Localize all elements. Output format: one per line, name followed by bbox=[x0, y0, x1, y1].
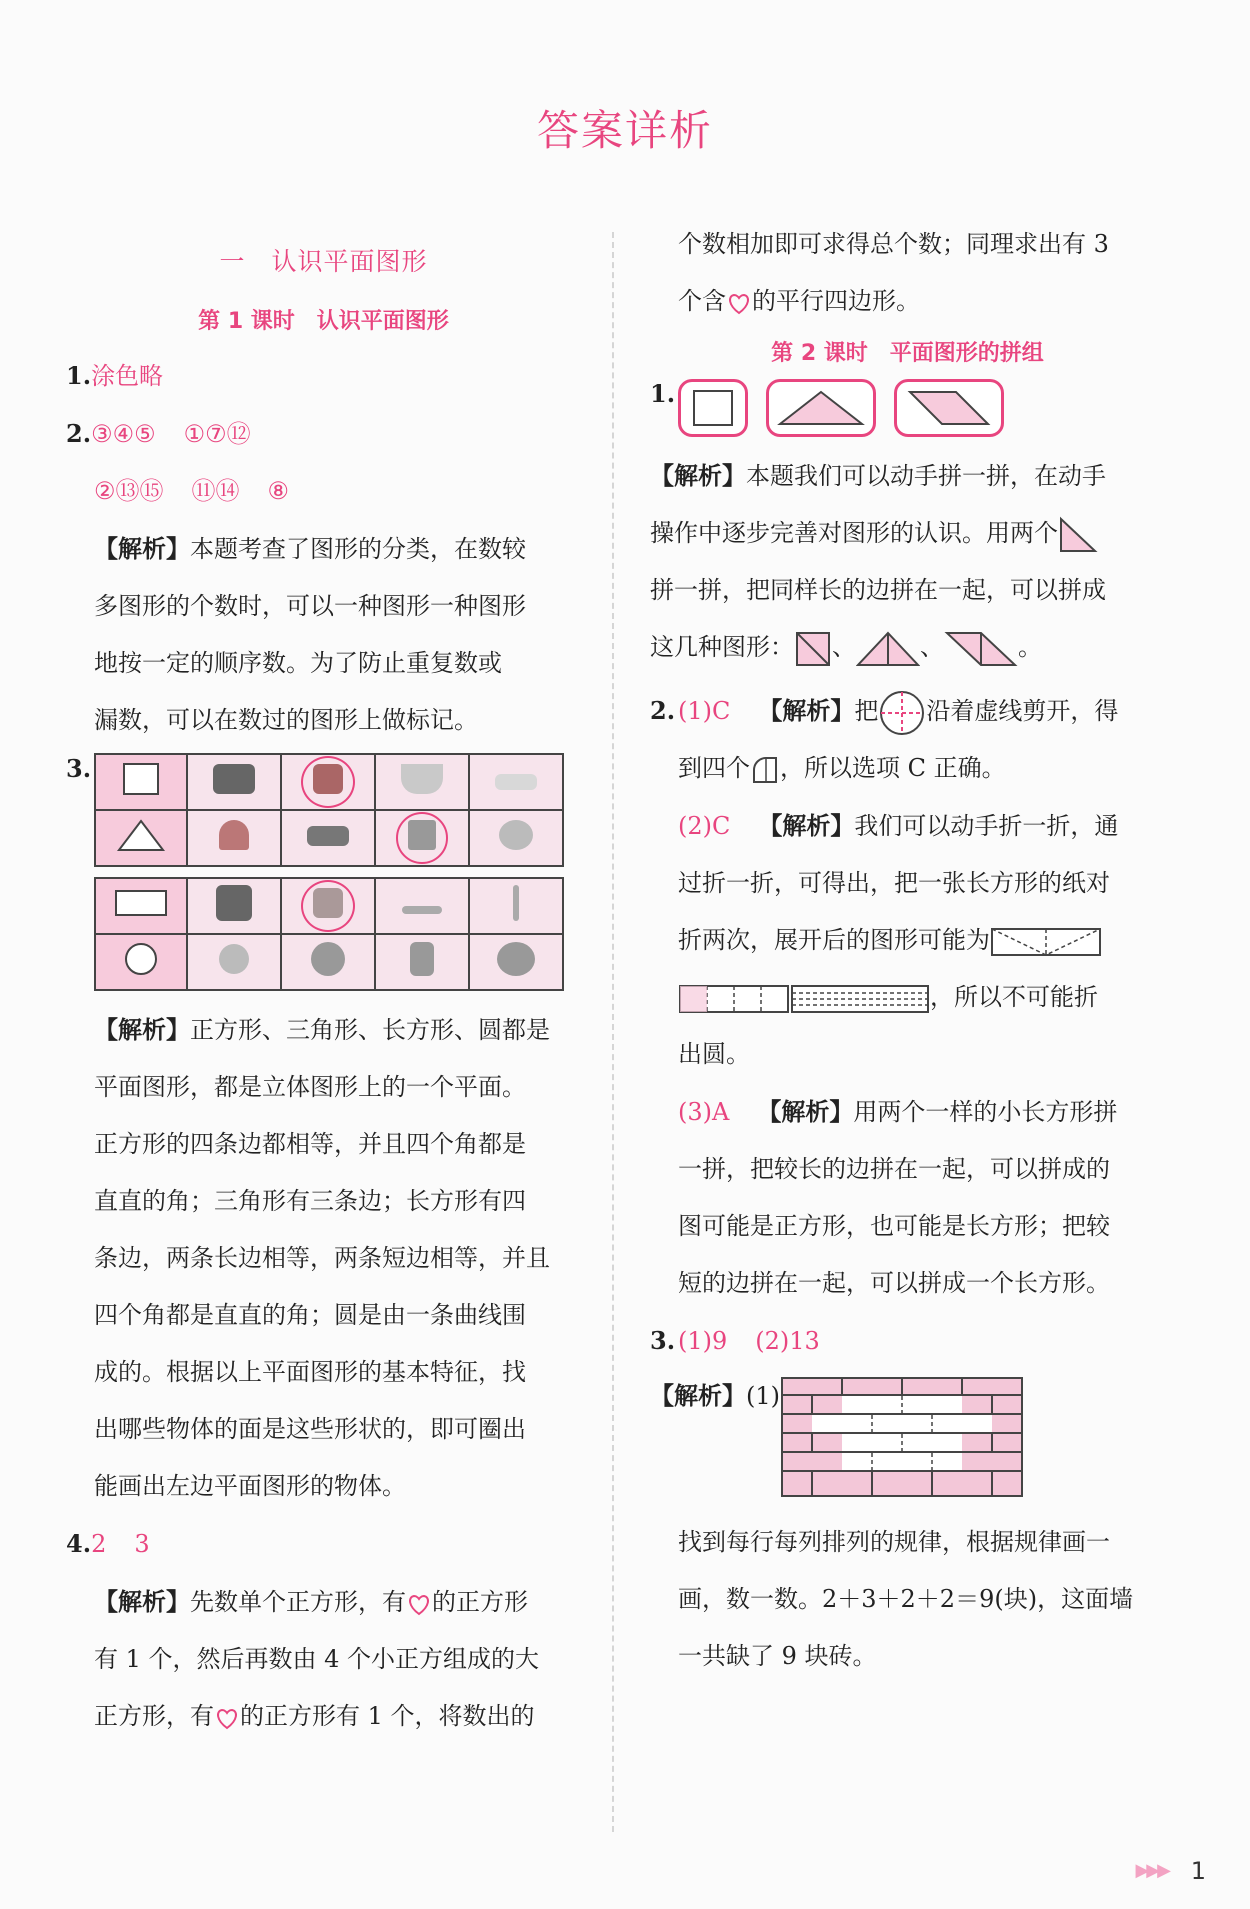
column-divider bbox=[612, 232, 614, 1832]
square-answer-icon bbox=[678, 379, 748, 437]
q2-number: 2. bbox=[66, 419, 92, 448]
right-q1-sep-2: 、 bbox=[920, 633, 944, 661]
carrot-icon bbox=[219, 820, 249, 850]
q4-explanation-1 bbox=[66, 1573, 581, 1631]
unit-title: 一 认识平面图形 bbox=[219, 247, 428, 276]
cup-icon bbox=[401, 764, 443, 794]
right-q2-1-tag: 【解析】 bbox=[758, 696, 855, 725]
folded-rectangle-1-icon bbox=[990, 927, 1102, 957]
q3-table-1 bbox=[94, 753, 564, 867]
q2-exp-tag: 【解析】 bbox=[94, 534, 190, 563]
right-q1-figures bbox=[650, 379, 1165, 437]
q3-table-2 bbox=[94, 877, 564, 991]
eraser-icon bbox=[495, 774, 537, 790]
right-q2-3-text-1: 用两个一样的小长方形拼 bbox=[853, 1098, 1118, 1126]
combined-square-icon bbox=[794, 630, 832, 668]
brick-wall-figure bbox=[650, 1376, 1165, 1498]
right-q1-explanation-3: 拼一拼，把同样长的边拼在一起，可以拼成 bbox=[650, 576, 1106, 604]
right-q1-number: 1. bbox=[650, 379, 676, 408]
q2-answer-1a: ③④⑤ bbox=[91, 420, 156, 448]
q1 bbox=[66, 347, 581, 405]
right-q2-2-line4 bbox=[650, 969, 1165, 1026]
right-q1-sep-1: 、 bbox=[832, 633, 856, 661]
right-q2-3-line1 bbox=[650, 1083, 1165, 1141]
right-q2-1-text-b: 沿着虚线剪开，得 bbox=[926, 697, 1119, 725]
rectangle-shape-icon bbox=[113, 888, 169, 918]
vase-icon bbox=[410, 942, 434, 976]
q1-number: 1. bbox=[66, 361, 92, 390]
page-number: 1 bbox=[1190, 1857, 1206, 1885]
right-q2-2-tag: 【解析】 bbox=[758, 811, 855, 840]
right-q2-1-text-a: 把 bbox=[854, 697, 879, 725]
right-q3-exp-tag: 【解析】 bbox=[650, 1381, 746, 1410]
q1-answer: 涂色略 bbox=[91, 362, 164, 390]
right-q2-number: 2. bbox=[650, 696, 676, 725]
q3-explanation-8: 出哪些物体的面是这些形状的，即可圈出 bbox=[94, 1415, 526, 1443]
brick-wall-icon bbox=[780, 1376, 1024, 1498]
right-q2-2-line1 bbox=[650, 797, 1165, 855]
pen-icon bbox=[402, 906, 442, 914]
right-column bbox=[650, 216, 1165, 1685]
right-q2-1-text-c: 到四个 bbox=[678, 754, 750, 782]
right-q3-answer-b: (2)13 bbox=[755, 1327, 820, 1355]
right-q2-3-line4: 短的边拼在一起，可以拼成一个长方形。 bbox=[678, 1269, 1110, 1297]
top-toy-icon bbox=[499, 820, 533, 850]
folded-rectangle-3-icon bbox=[790, 984, 930, 1014]
right-cont-2 bbox=[650, 273, 1165, 330]
q2-line2 bbox=[66, 463, 581, 520]
right-q1-end: 。 bbox=[1018, 633, 1042, 661]
page-title: 答案详析 bbox=[536, 106, 713, 155]
right-triangle-icon bbox=[1058, 515, 1098, 555]
q3-number: 3. bbox=[66, 754, 92, 783]
q2-answer-2b: ⑪⑭ bbox=[191, 477, 240, 505]
page-arrows-icon: ▶▶▶ bbox=[1135, 1860, 1168, 1881]
pumpkin-icon bbox=[497, 942, 535, 976]
rice-dumpling-icon bbox=[396, 812, 448, 864]
cake-icon bbox=[307, 826, 349, 846]
q2-exp-text-1: 本题考查了图形的分类，在数较 bbox=[190, 535, 526, 563]
circle-shape-icon bbox=[121, 939, 161, 979]
right-q3 bbox=[650, 1312, 1165, 1370]
right-q1-explanation-1 bbox=[650, 447, 1165, 505]
heart-icon bbox=[214, 1705, 240, 1731]
q4-answer-a: 2 bbox=[91, 1530, 107, 1558]
lesson2-title: 第 2 课时 平面图形的拼组 bbox=[771, 341, 1044, 366]
book-icon bbox=[213, 764, 255, 794]
pinwheel-icon bbox=[219, 944, 249, 974]
rubik-cube-icon bbox=[301, 756, 355, 808]
folded-rectangle-2-icon bbox=[678, 984, 790, 1014]
q2-answer-2c: ⑧ bbox=[267, 477, 290, 505]
q4-answer-b: 3 bbox=[134, 1530, 150, 1558]
right-q2-2-line3 bbox=[650, 912, 1165, 969]
right-q1-exp-tag: 【解析】 bbox=[650, 461, 746, 490]
q3-explanation-9: 能画出左边平面图形的物体。 bbox=[94, 1472, 406, 1500]
circle-with-dashed-cross-icon bbox=[878, 689, 926, 737]
right-q2-2-text-1: 我们可以动手折一折，通 bbox=[854, 812, 1119, 840]
right-q2-2-answer: (2)C bbox=[678, 812, 731, 840]
right-cont-2a: 个含 bbox=[678, 287, 726, 315]
q2-explanation-3: 地按一定的顺序数。为了防止重复数或 bbox=[94, 649, 502, 677]
right-q3-exp-sub: (1) bbox=[746, 1382, 780, 1410]
q4 bbox=[66, 1515, 581, 1573]
lesson1-title: 第 1 课时 认识平面图形 bbox=[198, 309, 449, 334]
q3-explanation-4: 直直的角；三角形有三条边；长方形有四 bbox=[94, 1187, 526, 1215]
q3-exp-tag: 【解析】 bbox=[94, 1015, 190, 1044]
right-q2-2-text-3: 折两次，展开后的图形可能为 bbox=[678, 926, 990, 954]
right-q3-explanation-1: 找到每行每列排列的规律，根据规律画一 bbox=[678, 1528, 1110, 1556]
combined-triangle-icon bbox=[856, 630, 920, 668]
triangle-shape-icon bbox=[116, 817, 166, 853]
right-q2-2-line5: 出圆。 bbox=[678, 1040, 750, 1068]
right-q1-explanation-2 bbox=[650, 505, 1165, 562]
q3-explanation-5: 条边，两条长边相等，两条短边相等，并且 bbox=[94, 1244, 550, 1272]
right-q1-exp-text-1: 本题我们可以动手拼一拼，在动手 bbox=[746, 462, 1106, 490]
q3-explanation-6: 四个角都是直直的角；圆是由一条曲线围 bbox=[94, 1301, 526, 1329]
q2-answer-2a: ②⑬⑮ bbox=[94, 477, 164, 505]
right-q2-1-answer: (1)C bbox=[678, 697, 731, 725]
right-q2-3-tag: 【解析】 bbox=[757, 1097, 854, 1126]
thermometer-icon bbox=[513, 885, 519, 921]
q4-exp-text-3b: 的正方形有 1 个，将数出的 bbox=[240, 1702, 535, 1730]
triangle-answer-icon bbox=[766, 379, 876, 437]
q4-exp-text-1b: 的正方形 bbox=[432, 1588, 528, 1616]
q2-answer-1b: ①⑦⑫ bbox=[183, 420, 251, 448]
q3-explanation-7: 成的。根据以上平面图形的基本特征，找 bbox=[94, 1358, 526, 1386]
q2-explanation-4: 漏数，可以在数过的图形上做标记。 bbox=[94, 706, 478, 734]
left-column bbox=[66, 220, 581, 1745]
combined-parallelogram-icon bbox=[944, 630, 1018, 668]
parallelogram-answer-icon bbox=[894, 379, 1004, 437]
right-cont-1: 个数相加即可求得总个数；同理求出有 3 bbox=[678, 230, 1109, 258]
quarter-circle-icon bbox=[750, 756, 780, 784]
right-q2-1 bbox=[650, 682, 1165, 740]
q3-explanation-3: 正方形的四条边都相等，并且四个角都是 bbox=[94, 1130, 526, 1158]
q3-exp-text-1: 正方形、三角形、长方形、圆都是 bbox=[190, 1016, 550, 1044]
heart-icon bbox=[406, 1591, 432, 1617]
right-q2-3-line3: 图可能是正方形，也可能是长方形；把较 bbox=[678, 1212, 1110, 1240]
right-q2-3-line2: 一拼，把较长的边拼在一起，可以拼成的 bbox=[678, 1155, 1110, 1183]
wrapped-gift-icon bbox=[301, 880, 355, 932]
right-q3-explanation-2: 画，数一数。2＋3＋2＋2＝9(块)，这面墙 bbox=[678, 1585, 1134, 1613]
square-shape-icon bbox=[121, 761, 161, 797]
right-q2-2-text-4: ，所以不可能折 bbox=[930, 983, 1098, 1011]
q3-figure bbox=[66, 749, 581, 1001]
q4-explanation-2: 有 1 个，然后再数由 4 个小正方组成的大 bbox=[94, 1645, 540, 1673]
right-q3-explanation-3: 一共缺了 9 块砖。 bbox=[678, 1642, 877, 1670]
right-q1-explanation-4 bbox=[650, 619, 1165, 676]
q4-exp-tag: 【解析】 bbox=[94, 1587, 190, 1616]
q4-exp-text-3: 正方形，有 bbox=[94, 1702, 214, 1730]
q4-number: 4. bbox=[66, 1529, 92, 1558]
right-q2-3-answer: (3)A bbox=[678, 1098, 730, 1126]
right-q3-answer-a: (1)9 bbox=[678, 1327, 728, 1355]
right-q1-exp-text-4: 这几种图形： bbox=[650, 633, 794, 661]
ball-icon bbox=[311, 942, 345, 976]
q4-explanation-3 bbox=[66, 1688, 581, 1745]
right-cont-2b: 的平行四边形。 bbox=[752, 287, 920, 315]
right-q2-1-text-d: ，所以选项 C 正确。 bbox=[780, 754, 1006, 782]
q2-line1 bbox=[66, 405, 581, 463]
q3-explanation-2: 平面图形，都是立体图形上的一个平面。 bbox=[94, 1073, 526, 1101]
right-q2-1-line2 bbox=[650, 740, 1165, 797]
heart-icon bbox=[726, 290, 752, 316]
q4-exp-text-1: 先数单个正方形，有 bbox=[190, 1588, 406, 1616]
q3-explanation-1 bbox=[66, 1001, 581, 1059]
right-q3-number: 3. bbox=[650, 1326, 676, 1355]
right-q2-2-line2: 过折一折，可得出，把一张长方形的纸对 bbox=[678, 869, 1110, 897]
right-q1-exp-text-2: 操作中逐步完善对图形的认识。用两个 bbox=[650, 519, 1058, 547]
gift-box-icon bbox=[216, 885, 252, 921]
q2-explanation-2: 多图形的个数时，可以一种图形一种图形 bbox=[94, 592, 526, 620]
q2-explanation-1 bbox=[66, 520, 581, 578]
